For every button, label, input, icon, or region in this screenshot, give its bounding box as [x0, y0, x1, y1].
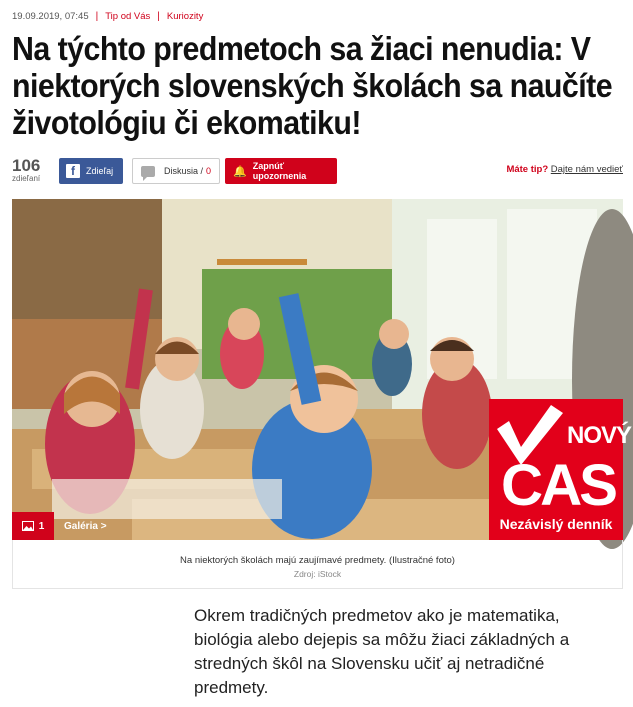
separator: |	[95, 11, 99, 22]
bell-icon: 🔔	[233, 165, 247, 178]
gallery-bar[interactable]	[12, 512, 623, 540]
gallery-link[interactable]: Galéria >	[64, 520, 107, 532]
tip-question: Máte tip?	[506, 164, 549, 175]
photo-caption-box	[12, 540, 623, 589]
gallery-count: 1	[38, 520, 45, 532]
discussion-count: 0	[206, 166, 212, 176]
image-icon	[22, 521, 34, 531]
tip-link[interactable]: Dajte nám vedieť	[550, 164, 623, 175]
notifications-label: Zapnúť upozornenia	[252, 161, 307, 181]
tag-link-tip[interactable]: Tip od Vás	[105, 11, 151, 22]
photo-source: Zdroj: iStock	[293, 569, 342, 579]
article-title: Na týchto predmetoch sa žiaci nenudia: V niektorých slovenských školách sa naučíte životológiu či ekomatiku!	[12, 30, 613, 141]
facebook-share-label: Zdieľaj	[86, 166, 114, 176]
discussion-label: Diskusia /	[164, 166, 204, 176]
share-count-number: 106	[12, 156, 41, 175]
gallery-count-badge[interactable]	[12, 512, 54, 540]
facebook-icon: f	[66, 164, 80, 178]
comment-icon	[141, 166, 155, 177]
logo-cas: CAS	[501, 453, 617, 518]
facebook-share-button[interactable]	[59, 158, 123, 184]
discussion-button[interactable]	[132, 158, 220, 184]
logo-novy: NOVÝ	[567, 422, 632, 449]
article-lead: Okrem tradičných predmetov ako je matematika, biológia alebo dejepis sa môžu žiaci základných a stredných škôl na Slovensku učiť aj netradičné predmety.	[194, 606, 570, 697]
share-count	[12, 157, 40, 183]
share-count-label: zdieľaní	[12, 174, 41, 183]
tip-prompt	[506, 164, 623, 175]
notifications-button[interactable]	[225, 158, 337, 184]
tag-link-kuriozity[interactable]: Kuriozity	[166, 11, 204, 22]
logo-tagline: Nezávislý denník	[499, 516, 613, 532]
photo-caption: Na niektorých školách majú zaujímavé predmety. (Ilustračné foto)	[180, 555, 455, 566]
article-date: 19.09.2019, 07:45	[12, 11, 89, 22]
article-meta	[12, 11, 203, 22]
article-photo[interactable]	[12, 199, 632, 540]
share-bar	[12, 157, 623, 185]
separator: |	[157, 11, 160, 22]
